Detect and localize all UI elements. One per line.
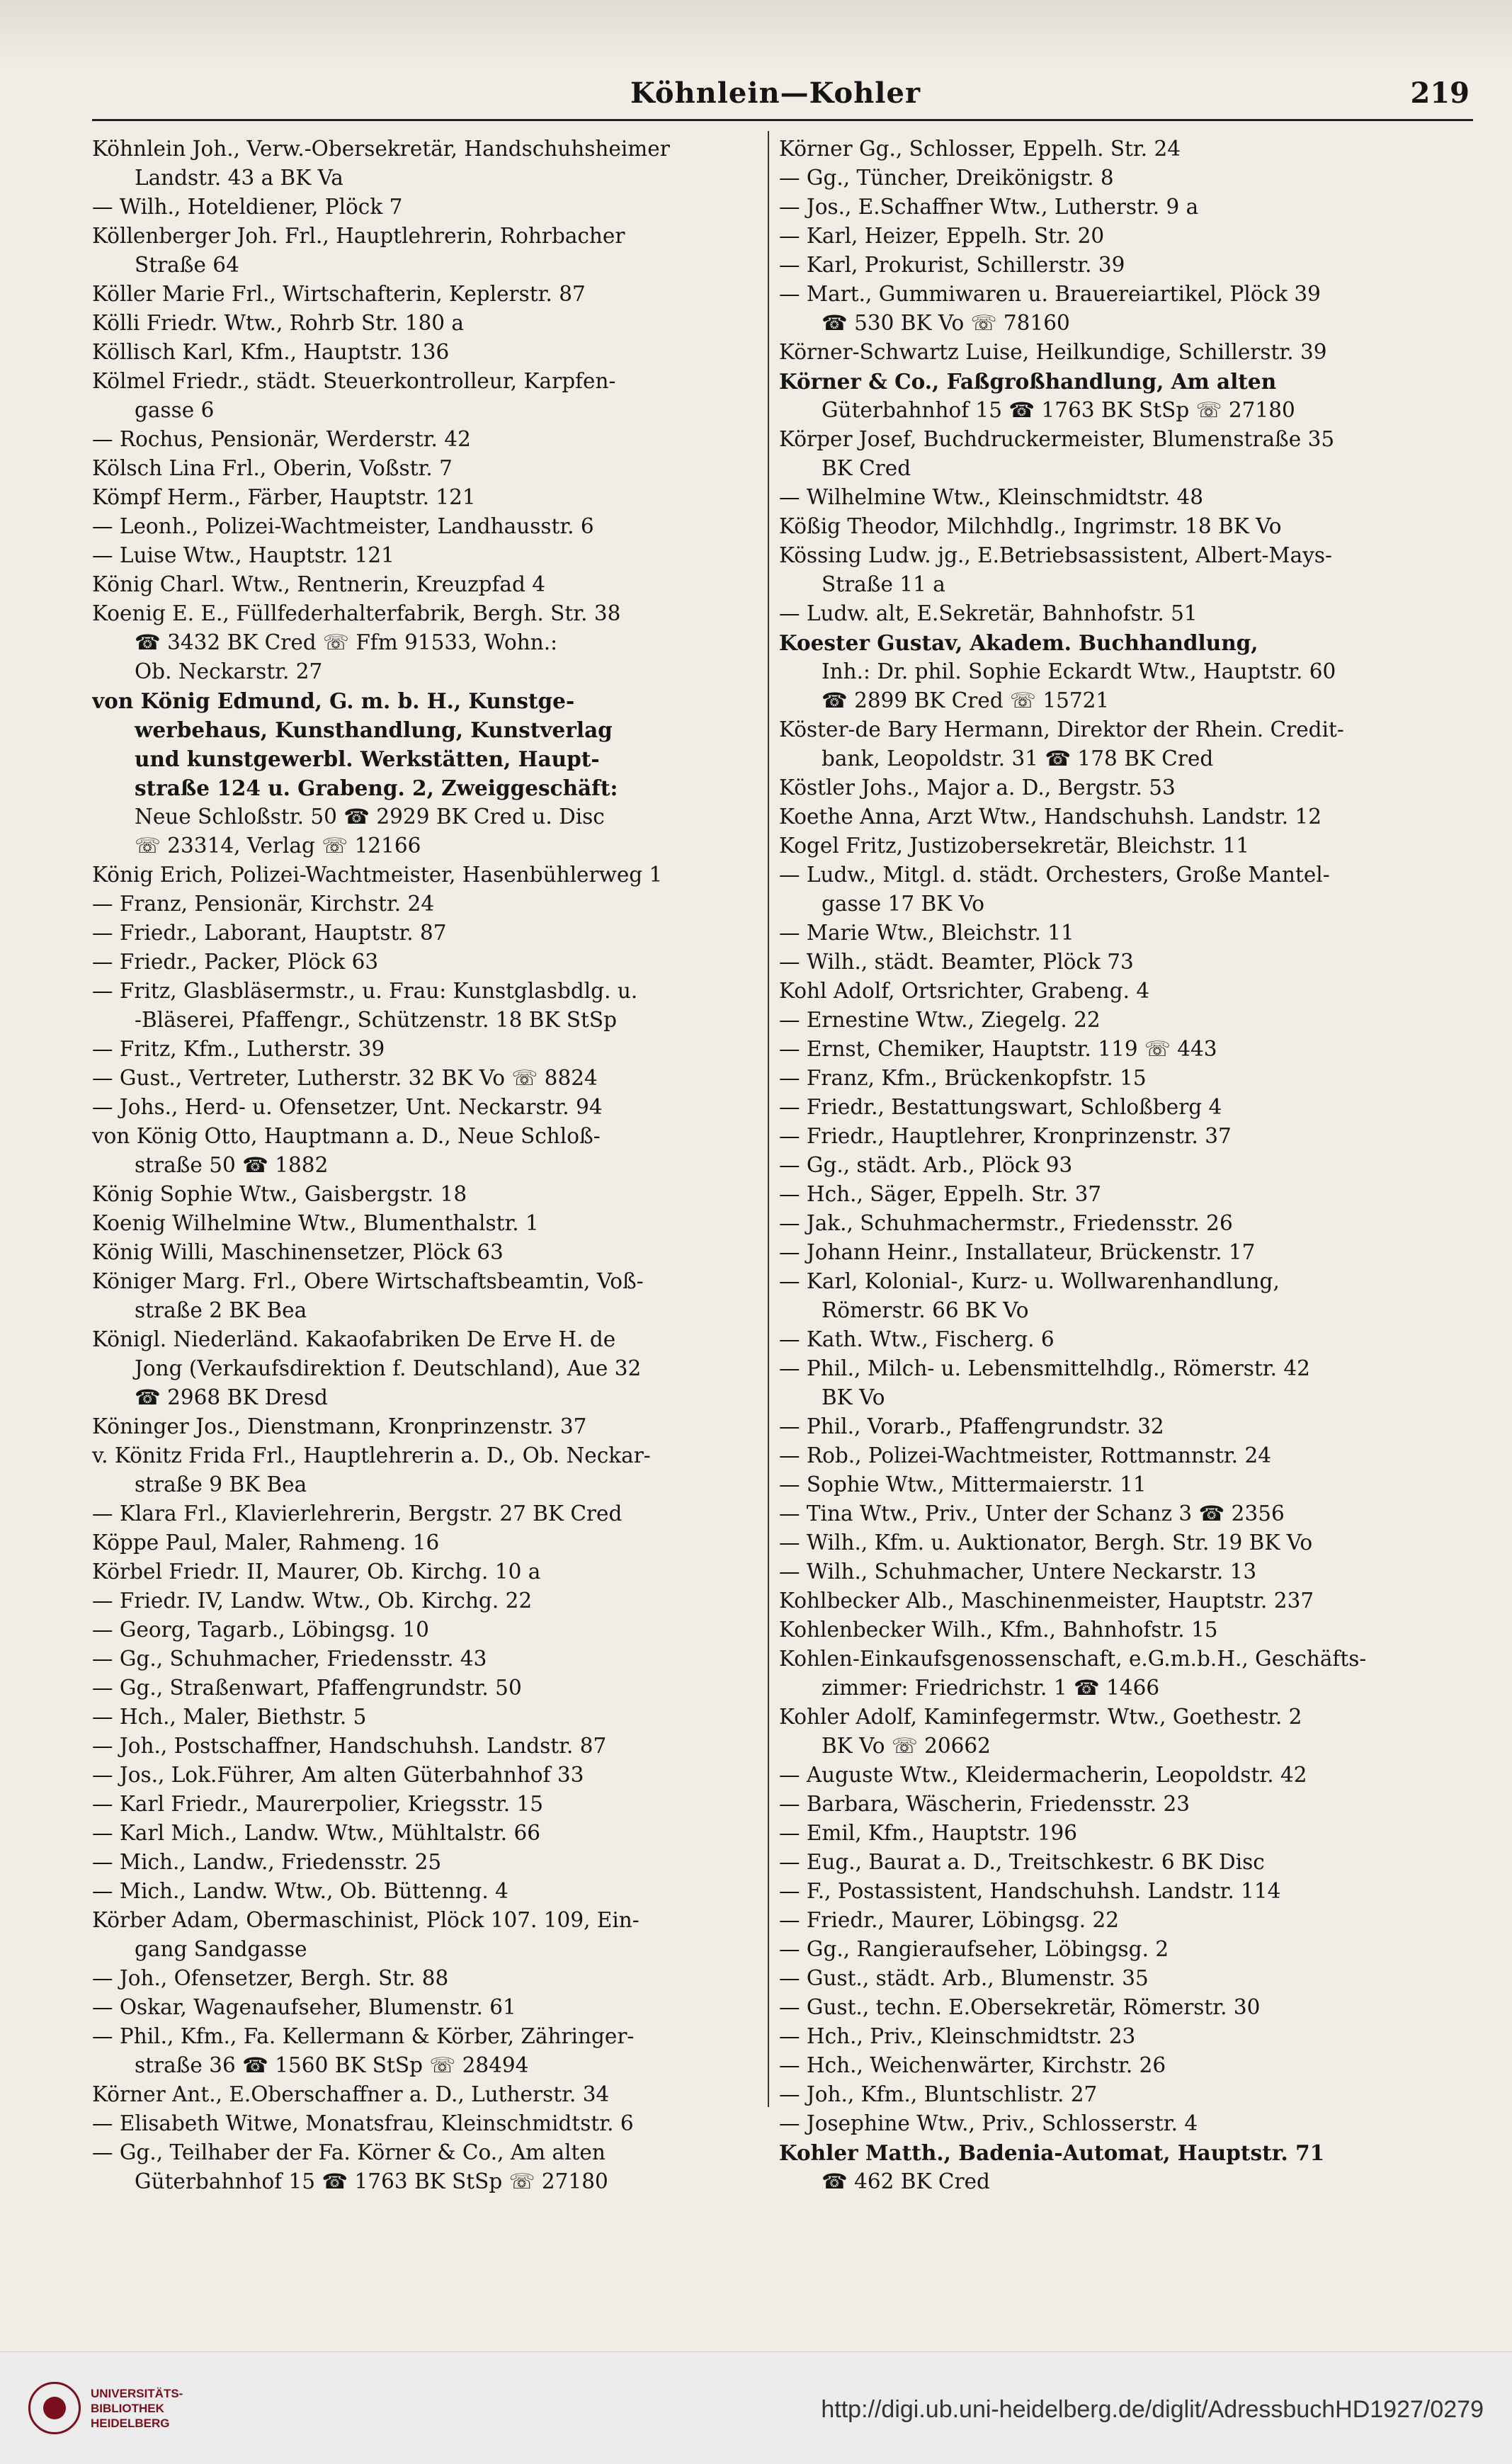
directory-entry-line: — Karl, Prokurist, Schillerstr. 39 bbox=[779, 253, 1125, 277]
directory-entry-line: — Hch., Maler, Biethstr. 5 bbox=[92, 1705, 367, 1729]
directory-entry-line: — Klara Frl., Klavierlehrerin, Bergstr. 27 BK Cred bbox=[92, 1501, 623, 1526]
directory-entry-line: — Josephine Wtw., Priv., Schlosserstr. 4 bbox=[779, 2111, 1198, 2135]
directory-entry-line: Kölmel Friedr., städt. Steuerkontrolleur, Karpfen- bbox=[92, 369, 616, 393]
directory-entry-line: — Karl Friedr., Maurerpolier, Kriegsstr. 15 bbox=[92, 1792, 544, 1816]
directory-entry-line: Köninger Jos., Dienstmann, Kronprinzenstr. 37 bbox=[92, 1414, 587, 1438]
directory-entry-line: — Jos., Lok.Führer, Am alten Güterbahnhof 33 bbox=[92, 1763, 584, 1787]
directory-entry-line: — Tina Wtw., Priv., Unter der Schanz 3 ☎ 2356 bbox=[779, 1501, 1285, 1526]
directory-entry-line: — Friedr., Laborant, Hauptstr. 87 bbox=[92, 921, 447, 945]
directory-entry-line: — Rochus, Pensionär, Werderstr. 42 bbox=[92, 427, 471, 451]
directory-entry-line: — Ludw., Mitgl. d. städt. Orchesters, Große Mantel- bbox=[779, 863, 1330, 887]
directory-entry-line: — Mart., Gummiwaren u. Brauereiartikel, Plöck 39 bbox=[779, 282, 1321, 306]
directory-entry-line: Körber Adam, Obermaschinist, Plöck 107. 109, Ein- bbox=[92, 1908, 640, 1932]
directory-entry-line: bank, Leopoldstr. 31 ☎ 178 BK Cred bbox=[822, 746, 1214, 771]
directory-entry-line: Köppe Paul, Maler, Rahmeng. 16 bbox=[92, 1531, 440, 1555]
directory-entry-line: — Kath. Wtw., Fischerg. 6 bbox=[779, 1327, 1055, 1351]
directory-entry-line: BK Cred bbox=[822, 456, 911, 480]
directory-entry-line: — Mich., Landw. Wtw., Ob. Büttenng. 4 bbox=[92, 1879, 508, 1903]
directory-entry-line: — Franz, Pensionär, Kirchstr. 24 bbox=[92, 892, 435, 916]
directory-entry-line: Körner-Schwartz Luise, Heilkundige, Schillerstr. 39 bbox=[779, 340, 1327, 364]
directory-entry-line: — Joh., Postschaffner, Handschuhsh. Landstr. 87 bbox=[92, 1734, 607, 1758]
directory-entry-line: Köllenberger Joh. Frl., Hauptlehrerin, Rohrbacher bbox=[92, 224, 625, 248]
directory-entry-line: ☎ 462 BK Cred bbox=[822, 2169, 990, 2193]
directory-entry-line: König Willi, Maschinensetzer, Plöck 63 bbox=[92, 1240, 504, 1264]
viewer-footer bbox=[0, 2351, 1512, 2464]
directory-entry-line: — Auguste Wtw., Kleidermacherin, Leopoldstr. 42 bbox=[779, 1763, 1307, 1787]
directory-entry-line: — Friedr. IV, Landw. Wtw., Ob. Kirchg. 22 bbox=[92, 1589, 533, 1613]
directory-entry-line: — Gg., Teilhaber der Fa. Körner & Co., Am alten bbox=[92, 2140, 606, 2164]
logo-line: HEIDELBERG bbox=[91, 2417, 170, 2430]
directory-entry-line: straße 9 BK Bea bbox=[135, 1472, 307, 1497]
directory-entry-line: — Joh., Ofensetzer, Bergh. Str. 88 bbox=[92, 1966, 449, 1990]
directory-entry-line: — Gust., Vertreter, Lutherstr. 32 BK Vo ☏ 8824 bbox=[92, 1066, 598, 1090]
directory-entry-line: Inh.: Dr. phil. Sophie Eckardt Wtw., Hauptstr. 60 bbox=[822, 659, 1336, 683]
directory-entry-line: straße 2 BK Bea bbox=[135, 1298, 307, 1322]
directory-entry-line: — Oskar, Wagenaufseher, Blumenstr. 61 bbox=[92, 1995, 516, 2019]
directory-entry-line: ☎ 2968 BK Dresd bbox=[135, 1385, 328, 1409]
directory-entry-line: — Leonh., Polizei-Wachtmeister, Landhausstr. 6 bbox=[92, 514, 594, 538]
source-url[interactable]: http://digi.ub.uni-heidelberg.de/diglit/AdressbuchHD1927/0279 bbox=[821, 2396, 1484, 2423]
logo-text bbox=[91, 2386, 183, 2431]
directory-entry-line: Straße 64 bbox=[135, 253, 239, 277]
logo-line: UNIVERSITÄTS- bbox=[91, 2387, 183, 2400]
directory-entry-line: Königl. Niederländ. Kakaofabriken De Erve H. de bbox=[92, 1327, 616, 1351]
directory-entry-line: Koenig Wilhelmine Wtw., Blumenthalstr. 1 bbox=[92, 1211, 539, 1235]
directory-entry-line: Römerstr. 66 BK Vo bbox=[822, 1298, 1029, 1322]
directory-entry-line: — Johs., Herd- u. Ofensetzer, Unt. Neckarstr. 94 bbox=[92, 1095, 603, 1119]
directory-entry-line: — Ludw. alt, E.Sekretär, Bahnhofstr. 51 bbox=[779, 601, 1198, 625]
directory-entry-line: straße 36 ☎ 1560 BK StSp ☏ 28494 bbox=[135, 2053, 529, 2077]
directory-entry-line: — Wilhelmine Wtw., Kleinschmidtstr. 48 bbox=[779, 485, 1204, 509]
directory-entry-line: — Marie Wtw., Bleichstr. 11 bbox=[779, 921, 1074, 945]
directory-entry-line: — Barbara, Wäscherin, Friedensstr. 23 bbox=[779, 1792, 1190, 1816]
directory-entry-line: — Gg., städt. Arb., Plöck 93 bbox=[779, 1153, 1073, 1177]
directory-entry-line: Köster-de Bary Hermann, Direktor der Rhein. Credit- bbox=[779, 717, 1344, 742]
directory-entry-line: — Gg., Tüncher, Dreikönigstr. 8 bbox=[779, 166, 1114, 190]
directory-entry-line: Landstr. 43 a BK Va bbox=[135, 166, 343, 190]
right-column bbox=[779, 135, 1477, 2196]
directory-entry-line: Königer Marg. Frl., Obere Wirtschaftsbeamtin, Voß- bbox=[92, 1269, 644, 1293]
running-head: Köhnlein—Kohler bbox=[630, 76, 921, 110]
directory-entry-line: — Emil, Kfm., Hauptstr. 196 bbox=[779, 1821, 1078, 1845]
directory-entry-line: gang Sandgasse bbox=[135, 1937, 307, 1961]
directory-entry-line: Neue Schloßstr. 50 ☎ 2929 BK Cred u. Disc bbox=[135, 805, 605, 829]
directory-entry-line: und kunstgewerbl. Werkstätten, Haupt- bbox=[135, 746, 600, 771]
directory-entry-line: Kößig Theodor, Milchhdlg., Ingrimstr. 18 BK Vo bbox=[779, 514, 1282, 538]
directory-entry-line: — Hch., Weichenwärter, Kirchstr. 26 bbox=[779, 2053, 1166, 2077]
left-column bbox=[92, 135, 758, 2196]
directory-entry-line: — Eug., Baurat a. D., Treitschkestr. 6 BK Disc bbox=[779, 1850, 1265, 1874]
directory-entry-line: — F., Postassistent, Handschuhsh. Landstr. 114 bbox=[779, 1879, 1281, 1903]
directory-entry-line: Koester Gustav, Akadem. Buchhandlung, bbox=[779, 630, 1258, 655]
directory-entry-line: Körbel Friedr. II, Maurer, Ob. Kirchg. 10 a bbox=[92, 1560, 541, 1584]
directory-entry-line: Straße 11 a bbox=[822, 572, 945, 596]
directory-entry-line: — Wilh., Hoteldiener, Plöck 7 bbox=[92, 195, 403, 219]
directory-entry-line: — Joh., Kfm., Bluntschlistr. 27 bbox=[779, 2082, 1098, 2106]
directory-entry-line: Körper Josef, Buchdruckermeister, Blumenstraße 35 bbox=[779, 427, 1335, 451]
directory-entry-line: — Fritz, Kfm., Lutherstr. 39 bbox=[92, 1037, 385, 1061]
directory-entry-line: — Luise Wtw., Hauptstr. 121 bbox=[92, 543, 394, 567]
directory-entry-line: — Franz, Kfm., Brückenkopfstr. 15 bbox=[779, 1066, 1147, 1090]
directory-entry-line: von König Otto, Hauptmann a. D., Neue Schloß- bbox=[92, 1124, 601, 1148]
directory-entry-line: — Jak., Schuhmachermstr., Friedensstr. 26 bbox=[779, 1211, 1233, 1235]
library-logo[interactable] bbox=[28, 2382, 198, 2437]
directory-entry-line: König Erich, Polizei-Wachtmeister, Hasenbühlerweg 1 bbox=[92, 863, 663, 887]
directory-entry-line: Kohlenbecker Wilh., Kfm., Bahnhofstr. 15 bbox=[779, 1618, 1218, 1642]
directory-entry-line: Körner Ant., E.Oberschaffner a. D., Lutherstr. 34 bbox=[92, 2082, 610, 2106]
directory-entry-line: von König Edmund, G. m. b. H., Kunstge- bbox=[92, 688, 575, 713]
directory-entry-line: Kohl Adolf, Ortsrichter, Grabeng. 4 bbox=[779, 979, 1150, 1003]
directory-entry-line: straße 50 ☎ 1882 bbox=[135, 1153, 329, 1177]
directory-entry-line: Kohler Adolf, Kaminfegermstr. Wtw., Goethestr. 2 bbox=[779, 1705, 1302, 1729]
directory-entry-line: — Sophie Wtw., Mittermaierstr. 11 bbox=[779, 1472, 1147, 1497]
directory-entry-line: — Jos., E.Schaffner Wtw., Lutherstr. 9 a bbox=[779, 195, 1199, 219]
directory-entry-line: Güterbahnhof 15 ☎ 1763 BK StSp ☏ 27180 bbox=[822, 398, 1295, 422]
directory-entry-line: — Rob., Polizei-Wachtmeister, Rottmannstr. 24 bbox=[779, 1443, 1271, 1467]
directory-entry-line: BK Vo ☏ 20662 bbox=[822, 1734, 991, 1758]
directory-entry-line: Kössing Ludw. jg., E.Betriebsassistent, Albert-Mays- bbox=[779, 543, 1332, 567]
directory-entry-line: — Gust., techn. E.Obersekretär, Römerstr. 30 bbox=[779, 1995, 1261, 2019]
directory-entry-line: Körner & Co., Faßgroßhandlung, Am alten bbox=[779, 369, 1277, 394]
directory-entry-line: Körner Gg., Schlosser, Eppelh. Str. 24 bbox=[779, 137, 1181, 161]
directory-entry-line: — Gg., Schuhmacher, Friedensstr. 43 bbox=[92, 1647, 487, 1671]
directory-entry-line: — Hch., Säger, Eppelh. Str. 37 bbox=[779, 1182, 1102, 1206]
directory-entry-line: — Friedr., Packer, Plöck 63 bbox=[92, 950, 379, 974]
directory-entry-line: — Gg., Straßenwart, Pfaffengrundstr. 50 bbox=[92, 1676, 522, 1700]
directory-entry-line: ☎ 3432 BK Cred ☏ Ffm 91533, Wohn.: bbox=[135, 630, 558, 654]
directory-entry-line: — Karl Mich., Landw. Wtw., Mühltalstr. 66 bbox=[92, 1821, 540, 1845]
directory-entry-line: — Johann Heinr., Installateur, Brückenstr. 17 bbox=[779, 1240, 1256, 1264]
directory-entry-line: — Fritz, Glasbläsermstr., u. Frau: Kunstglasbdlg. u. bbox=[92, 979, 638, 1003]
directory-entry-line: Kohlbecker Alb., Maschinenmeister, Hauptstr. 237 bbox=[779, 1589, 1314, 1613]
directory-entry-line: — Friedr., Hauptlehrer, Kronprinzenstr. 37 bbox=[779, 1124, 1232, 1148]
directory-entry-line: Kohler Matth., Badenia-Automat, Hauptstr. 71 bbox=[779, 2140, 1325, 2165]
directory-entry-line: — Phil., Kfm., Fa. Kellermann & Körber, Zähringer- bbox=[92, 2024, 635, 2048]
directory-entry-line: — Friedr., Bestattungswart, Schloßberg 4 bbox=[779, 1095, 1222, 1119]
directory-entry-line: — Friedr., Maurer, Löbingsg. 22 bbox=[779, 1908, 1120, 1932]
directory-entry-line: Ob. Neckarstr. 27 bbox=[135, 659, 323, 683]
directory-entry-line: — Georg, Tagarb., Löbingsg. 10 bbox=[92, 1618, 429, 1642]
directory-entry-line: gasse 6 bbox=[135, 398, 215, 422]
directory-entry-line: ☎ 530 BK Vo ☏ 78160 bbox=[822, 311, 1070, 335]
directory-entry-line: Koethe Anna, Arzt Wtw., Handschuhsh. Landstr. 12 bbox=[779, 805, 1321, 829]
directory-entry-line: werbehaus, Kunsthandlung, Kunstverlag bbox=[135, 717, 613, 742]
directory-entry-line: Kogel Fritz, Justizobersekretär, Bleichstr. 11 bbox=[779, 834, 1250, 858]
directory-entry-line: — Phil., Milch- u. Lebensmittelhdlg., Römerstr. 42 bbox=[779, 1356, 1310, 1380]
directory-entry-line: Kölli Friedr. Wtw., Rohrb Str. 180 a bbox=[92, 311, 464, 335]
directory-entry-line: gasse 17 BK Vo bbox=[822, 892, 984, 916]
directory-entry-line: Köstler Johs., Major a. D., Bergstr. 53 bbox=[779, 776, 1176, 800]
directory-entry-line: Güterbahnhof 15 ☎ 1763 BK StSp ☏ 27180 bbox=[135, 2169, 608, 2193]
directory-entry-line: — Ernst, Chemiker, Hauptstr. 119 ☏ 443 bbox=[779, 1037, 1217, 1061]
directory-entry-line: — Phil., Vorarb., Pfaffengrundstr. 32 bbox=[779, 1414, 1164, 1438]
directory-entry-line: König Sophie Wtw., Gaisbergstr. 18 bbox=[92, 1182, 467, 1206]
directory-entry-line: zimmer: Friedrichstr. 1 ☎ 1466 bbox=[822, 1676, 1160, 1700]
directory-entry-line: — Gust., städt. Arb., Blumenstr. 35 bbox=[779, 1966, 1149, 1990]
directory-entry-line: König Charl. Wtw., Rentnerin, Kreuzpfad 4 bbox=[92, 572, 546, 596]
directory-entry-line: Koenig E. E., Füllfederhalterfabrik, Bergh. Str. 38 bbox=[92, 601, 621, 625]
page-number: 219 bbox=[1410, 76, 1470, 110]
directory-entry-line: — Karl, Heizer, Eppelh. Str. 20 bbox=[779, 224, 1105, 248]
directory-entry-line: ☏ 23314, Verlag ☏ 12166 bbox=[135, 834, 421, 858]
directory-entry-line: Köllisch Karl, Kfm., Hauptstr. 136 bbox=[92, 340, 450, 364]
directory-entry-line: — Elisabeth Witwe, Monatsfrau, Kleinschmidtstr. 6 bbox=[92, 2111, 634, 2135]
directory-entry-line: — Wilh., Kfm. u. Auktionator, Bergh. Str. 19 BK Vo bbox=[779, 1531, 1313, 1555]
directory-entry-line: -Bläserei, Pfaffengr., Schützenstr. 18 BK StSp bbox=[135, 1008, 618, 1032]
header-rule bbox=[92, 119, 1473, 121]
directory-entry-line: Kömpf Herm., Färber, Hauptstr. 121 bbox=[92, 485, 476, 509]
column-divider bbox=[768, 131, 769, 2107]
directory-entry-line: — Gg., Rangieraufseher, Löbingsg. 2 bbox=[779, 1937, 1169, 1961]
directory-entry-line: — Hch., Priv., Kleinschmidtstr. 23 bbox=[779, 2024, 1136, 2048]
scan-noise bbox=[0, 0, 1512, 67]
directory-entry-line: — Wilh., Schuhmacher, Untere Neckarstr. 13 bbox=[779, 1560, 1257, 1584]
directory-entry-line: Köhnlein Joh., Verw.-Obersekretär, Handschuhsheimer bbox=[92, 137, 670, 161]
directory-entry-line: Köller Marie Frl., Wirtschafterin, Keplerstr. 87 bbox=[92, 282, 586, 306]
directory-entry-line: — Ernestine Wtw., Ziegelg. 22 bbox=[779, 1008, 1101, 1032]
directory-entry-line: — Mich., Landw., Friedensstr. 25 bbox=[92, 1850, 442, 1874]
seal-icon bbox=[28, 2382, 81, 2434]
directory-entry-line: — Karl, Kolonial-, Kurz- u. Wollwarenhandlung, bbox=[779, 1269, 1280, 1293]
directory-entry-line: v. Könitz Frida Frl., Hauptlehrerin a. D., Ob. Neckar- bbox=[92, 1443, 651, 1467]
directory-entry-line: straße 124 u. Grabeng. 2, Zweiggeschäft: bbox=[135, 776, 618, 800]
directory-entry-line: Jong (Verkaufsdirektion f. Deutschland), Aue 32 bbox=[135, 1356, 642, 1380]
directory-entry-line: ☎ 2899 BK Cred ☏ 15721 bbox=[822, 688, 1110, 712]
directory-entry-line: Kölsch Lina Frl., Oberin, Voßstr. 7 bbox=[92, 456, 453, 480]
directory-entry-line: BK Vo bbox=[822, 1385, 885, 1409]
logo-line: BIBLIOTHEK bbox=[91, 2402, 164, 2415]
directory-entry-line: — Wilh., städt. Beamter, Plöck 73 bbox=[779, 950, 1134, 974]
directory-entry-line: Kohlen-Einkaufsgenossenschaft, e.G.m.b.H., Geschäfts- bbox=[779, 1647, 1367, 1671]
